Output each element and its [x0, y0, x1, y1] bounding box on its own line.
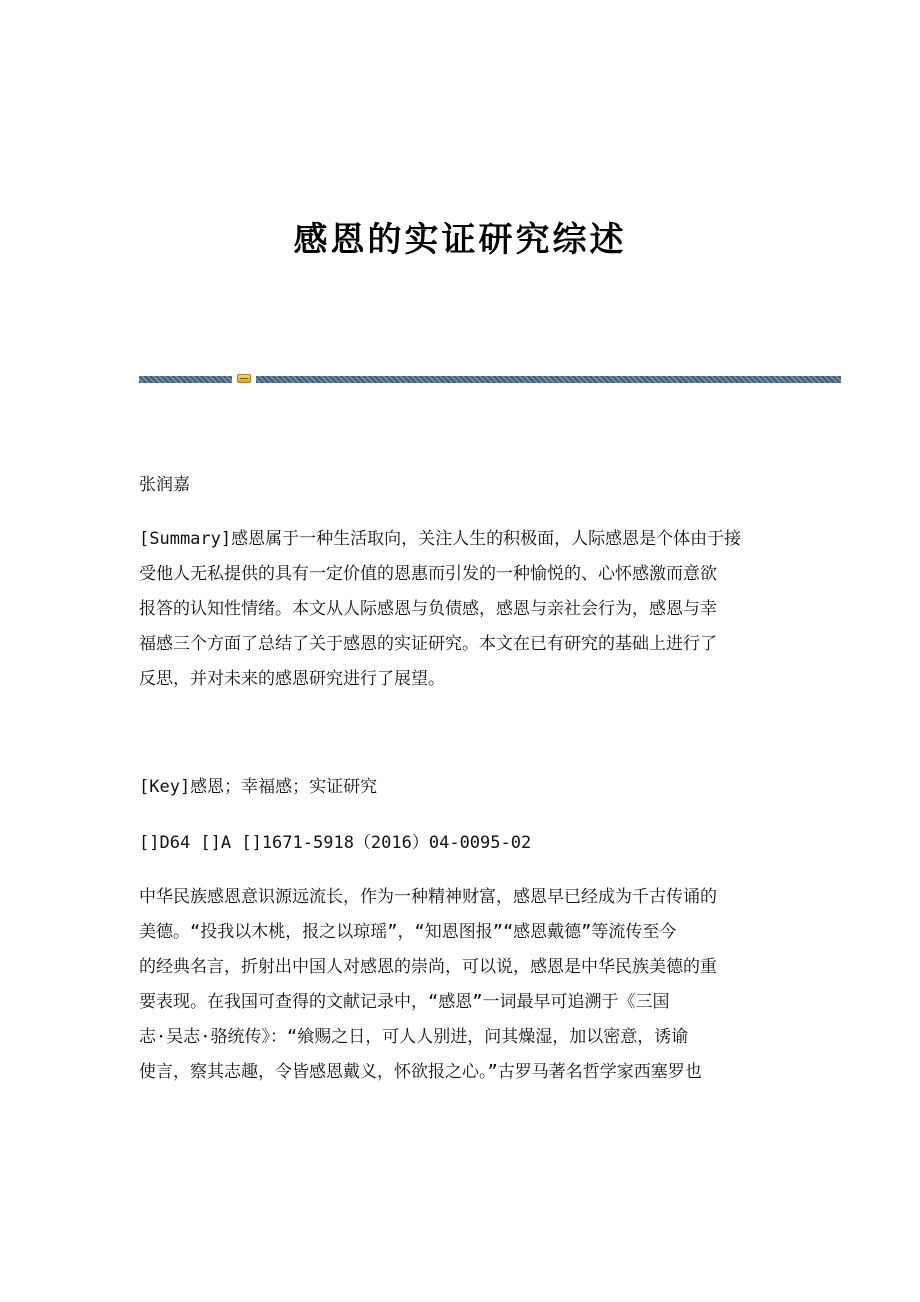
classification-paragraph [139, 826, 784, 861]
body-line: 使言，察其志趣，令皆感恩戴义，怀欲报之心。”古罗马著名哲学家西塞罗也 [139, 1062, 702, 1082]
body-line: 志·吴志·骆统传》：“飨赐之日，可人人别进，问其燥湿，加以密意，诱谕 [139, 1027, 689, 1047]
author-name [139, 468, 784, 503]
summary-line: 福感三个方面了总结了关于感恩的实证研究。本文在已有研究的基础上进行了 [139, 634, 717, 654]
divider-bar-right [256, 376, 841, 383]
keywords-line: [Key]感恩；幸福感；实证研究 [139, 777, 378, 797]
divider-bar-left [139, 376, 232, 383]
keywords-paragraph [139, 770, 784, 805]
title-divider [139, 374, 841, 384]
body-line: 中华民族感恩意识源远流长，作为一种精神财富，感恩早已经成为千古传诵的 [139, 887, 717, 907]
body-line: 要表现。在我国可查得的文献记录中，“感恩”一词最早可追溯于《三国 [139, 992, 670, 1012]
divider-ornament-icon [237, 374, 251, 383]
page-title: 感恩的实证研究综述 [293, 220, 627, 260]
summary-line: 受他人无私提供的具有一定价值的恩惠而引发的一种愉悦的、心怀感激而意欲 [139, 564, 717, 584]
summary-paragraph [139, 522, 784, 697]
body-line: 美德。“投我以木桃，报之以琼瑶”，“知恩图报”“感恩戴德”等流传至今 [139, 922, 677, 942]
body-paragraph [139, 880, 784, 1090]
body-line: 的经典名言，折射出中国人对感恩的崇尚，可以说，感恩是中华民族美德的重 [139, 957, 717, 977]
summary-line: 报答的认知性情绪。本文从人际感恩与负债感，感恩与亲社会行为，感恩与幸 [139, 599, 717, 619]
summary-line: 反思，并对未来的感恩研究进行了展望。 [139, 669, 445, 689]
summary-line: [Summary]感恩属于一种生活取向，关注人生的积极面，人际感恩是个体由于接 [139, 529, 742, 549]
classification-line: []D64 []A []1671-5918（2016）04-0095-02 [139, 833, 532, 853]
author-line: 张润嘉 [139, 475, 190, 495]
